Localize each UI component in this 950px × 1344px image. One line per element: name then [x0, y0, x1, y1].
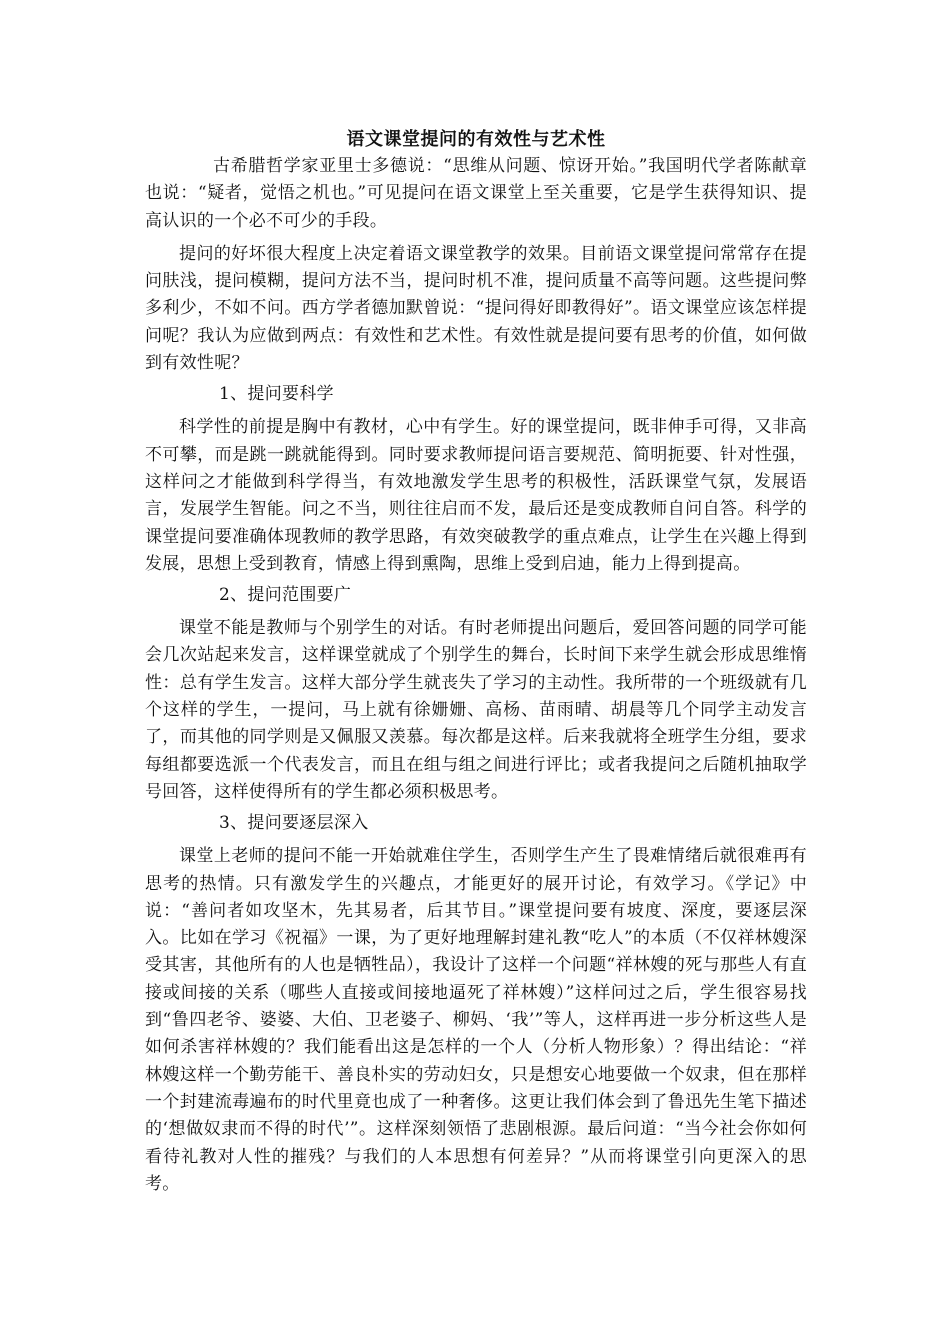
intro-paragraph: 提问的好坏很大程度上决定着语文课堂教学的效果。目前语文课堂提问常常存在提问肤浅，提问模糊，提问方法不当，提问时机不准，提问质量不高等问题。这些提问弊多利少，不如不问。西方学者德加默曾说：“提问得好即教得好”。语文课堂应该怎样提问呢？我认为应做到两点：有效性和艺术性。有效性就是提问要有思考的价值，如何做到有效性呢？ [145, 243, 807, 374]
section-paragraph: 课堂上老师的提问不能一开始就难住学生，否则学生产生了畏难情绪后就很难再有思考的热情。只有激发学生的兴趣点，才能更好的展开讨论，有效学习。《学记》中说：“善问者如攻坚木，先其易者，后其节目。”课堂提问要有坡度、深度，要逐层深入。比如在学习《祝福》一课，为了更好地理解封建礼教“吃人”的本质（不仅祥林嫂深受其害，其他所有的人也是牺牲品），我设计了这样一个问题“祥林嫂的死与那些人有直接或间接的关系（哪些人直接或间接地逼死了祥林嫂）”这样问过之后，学生很容易找到“鲁四老爷、婆婆、大伯、卫老婆子、柳妈、‘我’”等人，这样再进一步分析这些人是如何杀害祥林嫂的？我们能看出这是怎样的一个人（分析人物形象）？得出结论：“祥林嫂这样一个勤劳能干、善良朴实的劳动妇女，只是想安心地要做一个奴隶，但在那样一个封建流毒遍布的时代里竟也成了一种奢侈。这更让我们体会到了鲁迅先生笔下描述的‘想做奴隶而不得的时代’”。这样深刻领悟了悲剧根源。最后问道：“当今社会你如何看待礼教对人性的摧残？与我们的人本思想有何差异？”从而将课堂引向更深入的思考。 [145, 846, 807, 1194]
section-paragraph: 科学性的前提是胸中有教材，心中有学生。好的课堂提问，既非伸手可得，又非高不可攀，而是跳一跳就能得到。同时要求教师提问语言要规范、简明扼要、针对性强，这样问之才能做到科学得当，有效地激发学生思考的积极性，活跃课堂气氛，发展语言，发展学生智能。问之不当，则往往启而不发，最后还是变成教师自问自答。科学的课堂提问要准确体现教师的教学思路，有效突破教学的重点难点，让学生在兴趣上得到发展，思想上受到教育，情感上得到熏陶，思维上受到启迪，能力上得到提高。 [145, 417, 807, 574]
document-content [145, 126, 807, 1201]
intro-paragraph: 古希腊哲学家亚里士多德说：“思维从问题、惊讶开始。”我国明代学者陈献章也说：“疑者，觉悟之机也。”可见提问在语文课堂上至关重要，它是学生获得知识、提高认识的一个必不可少的手段。 [145, 156, 807, 231]
section-heading: 3、提问要逐层深入 [219, 813, 369, 834]
section-heading: 2、提问范围要广 [219, 585, 352, 606]
section-paragraph: 课堂不能是教师与个别学生的对话。有时老师提出问题后，爱回答问题的同学可能会几次站起来发言，这样课堂就成了个别学生的舞台，长时间下来学生就会形成思维惰性：总有学生发言。这样大部分学生就丧失了学习的主动性。我所带的一个班级就有几个这样的学生，一提问，马上就有徐姗姗、高杨、苗雨晴、胡晨等几个同学主动发言了，而其他的同学则是又佩服又羡慕。每次都是这样。后来我就将全班学生分组，要求每组都要选派一个代表发言，而且在组与组之间进行评比；或者我提问之后随机抽取学号回答，这样使得所有的学生都必须积极思考。 [145, 618, 807, 802]
page-title: 语文课堂提问的有效性与艺术性 [346, 129, 606, 150]
section-heading: 1、提问要科学 [219, 384, 334, 405]
